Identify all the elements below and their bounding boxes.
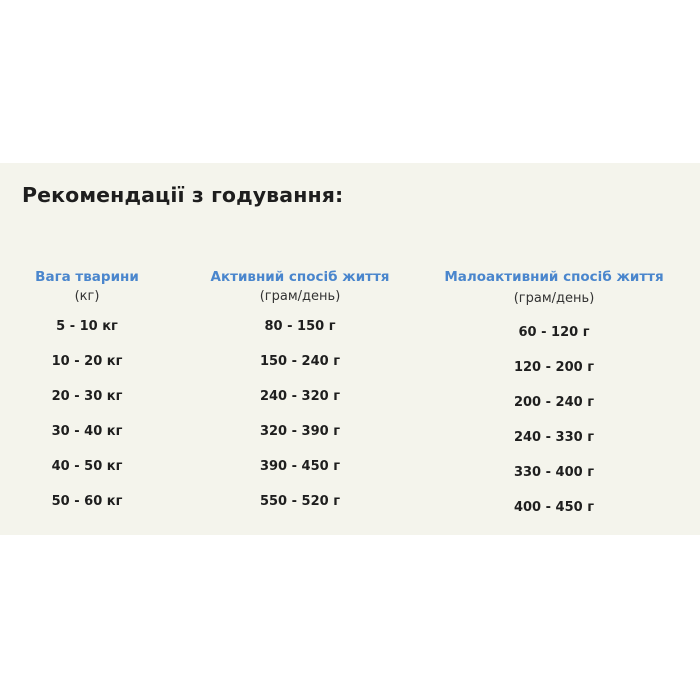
table-cell: 40 - 50 кг xyxy=(51,459,123,474)
column-unit: (грам/день) xyxy=(513,291,595,306)
table-cell: 240 - 320 г xyxy=(259,389,341,404)
table-cell: 30 - 40 кг xyxy=(51,424,123,439)
table-cell: 400 - 450 г xyxy=(513,500,595,515)
column-unit: (кг) xyxy=(74,289,100,304)
table-cell: 320 - 390 г xyxy=(259,424,341,439)
table-cell: 330 - 400 г xyxy=(513,465,595,480)
table-cell: 50 - 60 кг xyxy=(51,494,123,509)
column-low-activity xyxy=(433,268,675,523)
table-cell: 20 - 30 кг xyxy=(51,389,123,404)
table-cell: 80 - 150 г xyxy=(264,319,336,334)
column-header: Активний спосіб життя xyxy=(210,269,390,285)
column-unit: (грам/день) xyxy=(259,289,341,304)
table-cell: 240 - 330 г xyxy=(513,430,595,445)
column-header: Вага тварини xyxy=(35,269,139,285)
column-weight xyxy=(17,268,157,518)
table-cell: 120 - 200 г xyxy=(513,360,595,375)
table-cell: 200 - 240 г xyxy=(513,395,595,410)
table-cell: 390 - 450 г xyxy=(259,459,341,474)
page-title: Рекомендації з годування: xyxy=(22,183,344,207)
column-active xyxy=(200,268,400,518)
table-cell: 10 - 20 кг xyxy=(51,354,123,369)
table-cell: 150 - 240 г xyxy=(259,354,341,369)
column-header: Малоактивний спосіб життя xyxy=(444,269,664,285)
table-cell: 5 - 10 кг xyxy=(56,319,118,334)
table-cell: 550 - 520 г xyxy=(259,494,341,509)
table-cell: 60 - 120 г xyxy=(518,325,590,340)
